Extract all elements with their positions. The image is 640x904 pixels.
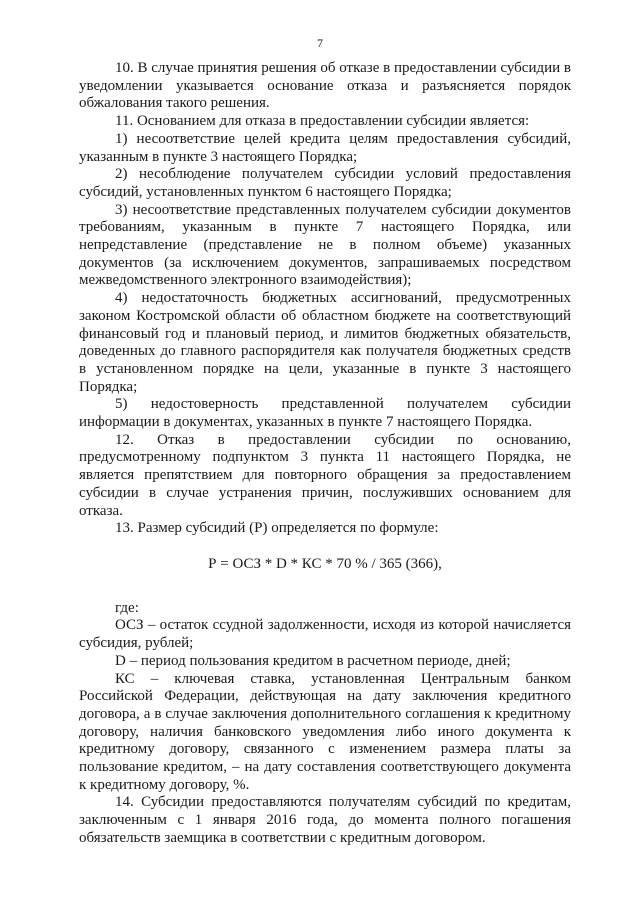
paragraph-11-item-3: 3) несоответствие представленных получателем субсидии документов требованиям, указанным в пункте 7 настоящего Порядка, или непредставление (представление не в полном объеме) указанных документов (за исключением документов, запрашиваемых посредством межведомственного электронного взаимодействия);	[79, 201, 571, 289]
paragraph-11-item-2: 2) несоблюдение получателем субсидии условий предоставления субсидий, установленных пунктом 6 настоящего Порядка;	[79, 166, 571, 200]
paragraph-11-item-1: 1) несоответствие целей кредита целям предоставления субсидий, указанным в пункте 3 настоящего Порядка;	[79, 130, 571, 165]
paragraph-11-item-4: 4) недостаточность бюджетных ассигнований, предусмотренных законом Костромской области об областном бюджете на соответствующий финансовый год и плановый период, и лимитов бюджетных обязательств, доведенных до главного распорядителя как получателя бюджетных средств в установленном порядке на цели, указанные в пункте 3 настоящего Порядка;	[79, 290, 571, 395]
page-number: 7	[317, 36, 323, 50]
formula-where-label: где:	[115, 599, 139, 616]
paragraph-11: 11. Основанием для отказа в предоставлении субсидии является:	[115, 113, 530, 130]
subsidy-formula: Р = ОСЗ * D * КС * 70 % / 365 (366),	[208, 555, 442, 572]
paragraph-10: 10. В случае принятия решения об отказе в предоставлении субсидии в уведомлении указывается основание отказа и разъясняется порядок обжалования такого решения.	[79, 60, 571, 112]
definition-ks: КС – ключевая ставка, установленная Центральным банком Российской Федерации, действующая на дату заключения кредитного договора, а в случае заключения дополнительного соглашения к кредитному договору, наличия банковского уведомления либо иного документа к кредитному договору, связанного с изменением размера платы за пользование кредитом, – на дату составления соответствующего документа к кредитному договору, %.	[79, 670, 571, 793]
paragraph-14: 14. Субсидии предоставляются получателям субсидий по кредитам, заключенным с 1 января 2016 года, до момента полного погашения обязательств заемщика в соответствии с кредитным договором.	[79, 794, 571, 846]
definition-osz: ОСЗ – остаток ссудной задолженности, исходя из которой начисляется субсидия, рублей;	[79, 617, 571, 652]
paragraph-12: 12. Отказ в предоставлении субсидии по основанию, предусмотренному подпунктом 3 пункта 11 настоящего Порядка, не является препятствием для повторного обращения за предоставлением субсидии в случае устранения причин, послуживших основанием для отказа.	[79, 431, 571, 519]
paragraph-13: 13. Размер субсидий (Р) определяется по формуле:	[115, 520, 439, 537]
definition-d: D – период пользования кредитом в расчетном периоде, дней;	[115, 652, 511, 669]
paragraph-11-item-5: 5) недостоверность представленной получателем субсидии информации в документах, указанных в пункте 7 настоящего Порядка.	[79, 396, 571, 431]
document-body	[79, 60, 571, 848]
